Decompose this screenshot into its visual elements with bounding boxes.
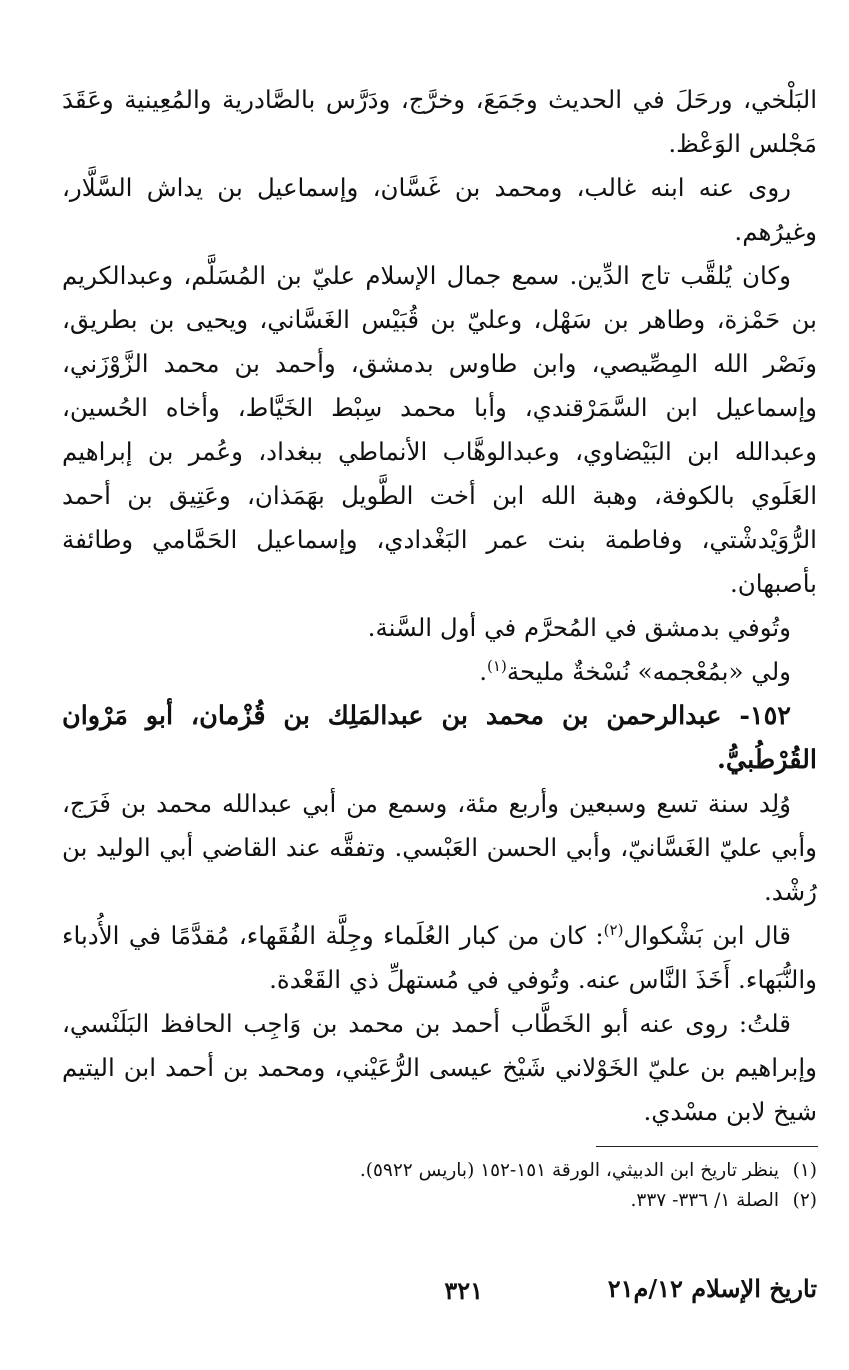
footnote-1-text: ينظر تاريخ ابن الدبيثي، الورقة ١٥١-١٥٢ (باريس ٥٩٢٢). bbox=[359, 1160, 779, 1181]
paragraph-2: روى عنه ابنه غالب، ومحمد بن غَسَّان، وإسماعيل بن يداش السَّلَّار، وغيرُهم. bbox=[62, 173, 817, 246]
footnote-2 bbox=[62, 1186, 817, 1216]
footnote-1-number: (١) bbox=[792, 1160, 817, 1181]
footnotes bbox=[62, 1156, 817, 1216]
page-footer bbox=[62, 1274, 817, 1318]
paragraph-5-tail: . bbox=[479, 657, 488, 686]
footnote-divider bbox=[596, 1146, 818, 1147]
paragraph-5-text: ولي «بمُعْجمه» نُسْخةٌ مليحة bbox=[506, 657, 791, 686]
footnote-ref-2[interactable]: (٢) bbox=[603, 921, 624, 939]
paragraph-3: وكان يُلقَّب تاج الدِّين. سمع جمال الإسلام عليّ بن المُسَلَّم، وعبدالكريم بن حَمْزة، وطاهر بن سَهْل، وعليّ بن قُبَيْس الغَسَّاني، ويحيى بن بطريق، ونَصْر الله المِصِّيصي، وابن طاوس بدمشق، وأحمد بن محمد الزَّوْزَني، وإسماعيل ابن السَّمَرْقندي، وأبا محمد سِبْط الخَيَّاط، وأخاه الحُسين، وعبدالله ابن البَيْضاوي، وعبدالوهَّاب الأنماطي ببغداد، وعُمر بن إبراهيم العَلَوي بالكوفة، وهبة الله ابن أخت الطَّويل بهَمَذان، وعَتِيق بن أحمد الرُّوَيْدشْتي، وفاطمة بنت عمر البَغْدادي، وإسماعيل الحَمَّامي وطائفة بأصبهان. bbox=[62, 261, 817, 598]
entry-heading: ١٥٢- عبدالرحمن بن محمد بن عبدالمَلِك بن قُزْمان، أبو مَرْوان القُرْطُبيُّ. bbox=[62, 701, 817, 775]
footnote-2-number: (٢) bbox=[792, 1190, 817, 1211]
paragraph-7 bbox=[62, 914, 817, 1002]
running-title: تاريخ الإسلام ١٢/م٢١ bbox=[607, 1274, 817, 1303]
paragraph-5 bbox=[62, 650, 817, 694]
page-body bbox=[62, 78, 817, 1134]
paragraph-7-text-after: : كان من كبار العُلَماء وجِلَّة الفُقَهاء، مُقدَّمًا في الأُدباء والنُّبَهاء. أَخَذَ النَّاس عنه. وتُوفي في مُستهلِّ ذي القَعْدة. bbox=[62, 921, 817, 994]
paragraph-1: البَلْخي، ورحَلَ في الحديث وجَمَعَ، وخرَّج، ودَرَّس بالصَّادرية والمُعِينية وعَقَدَ مَجْلس الوَعْظ. bbox=[62, 85, 817, 158]
footnote-2-text: الصلة ١/ ٣٣٦- ٣٣٧. bbox=[630, 1190, 779, 1211]
footnote-ref-1[interactable]: (١) bbox=[487, 657, 507, 675]
paragraph-4: وتُوفي بدمشق في المُحرَّم في أول السَّنة. bbox=[367, 613, 791, 642]
paragraph-6: وُلِد سنة تسع وسبعين وأربع مئة، وسمع من أبي عبدالله محمد بن فَرَج، وأبي عليّ الغَسَّانيّ، وأبي الحسن العَبْسي. وتفقَّه عند القاضي أبي الوليد بن رُشْد. bbox=[62, 789, 817, 906]
page-number: ٣٢١ bbox=[444, 1276, 483, 1305]
paragraph-8: قلتُ: روى عنه أبو الخَطَّاب أحمد بن محمد بن وَاجِب الحافظ البَلَنْسي، وإبراهيم بن عليّ الخَوْلاني شَيْخ عيسى الرُّعَيْني، ومحمد بن أحمد ابن اليتيم شيخ لابن مسْدي. bbox=[62, 1009, 817, 1126]
footnote-1 bbox=[62, 1156, 817, 1186]
paragraph-7-text-before: قال ابن بَشْكوال bbox=[623, 921, 791, 950]
